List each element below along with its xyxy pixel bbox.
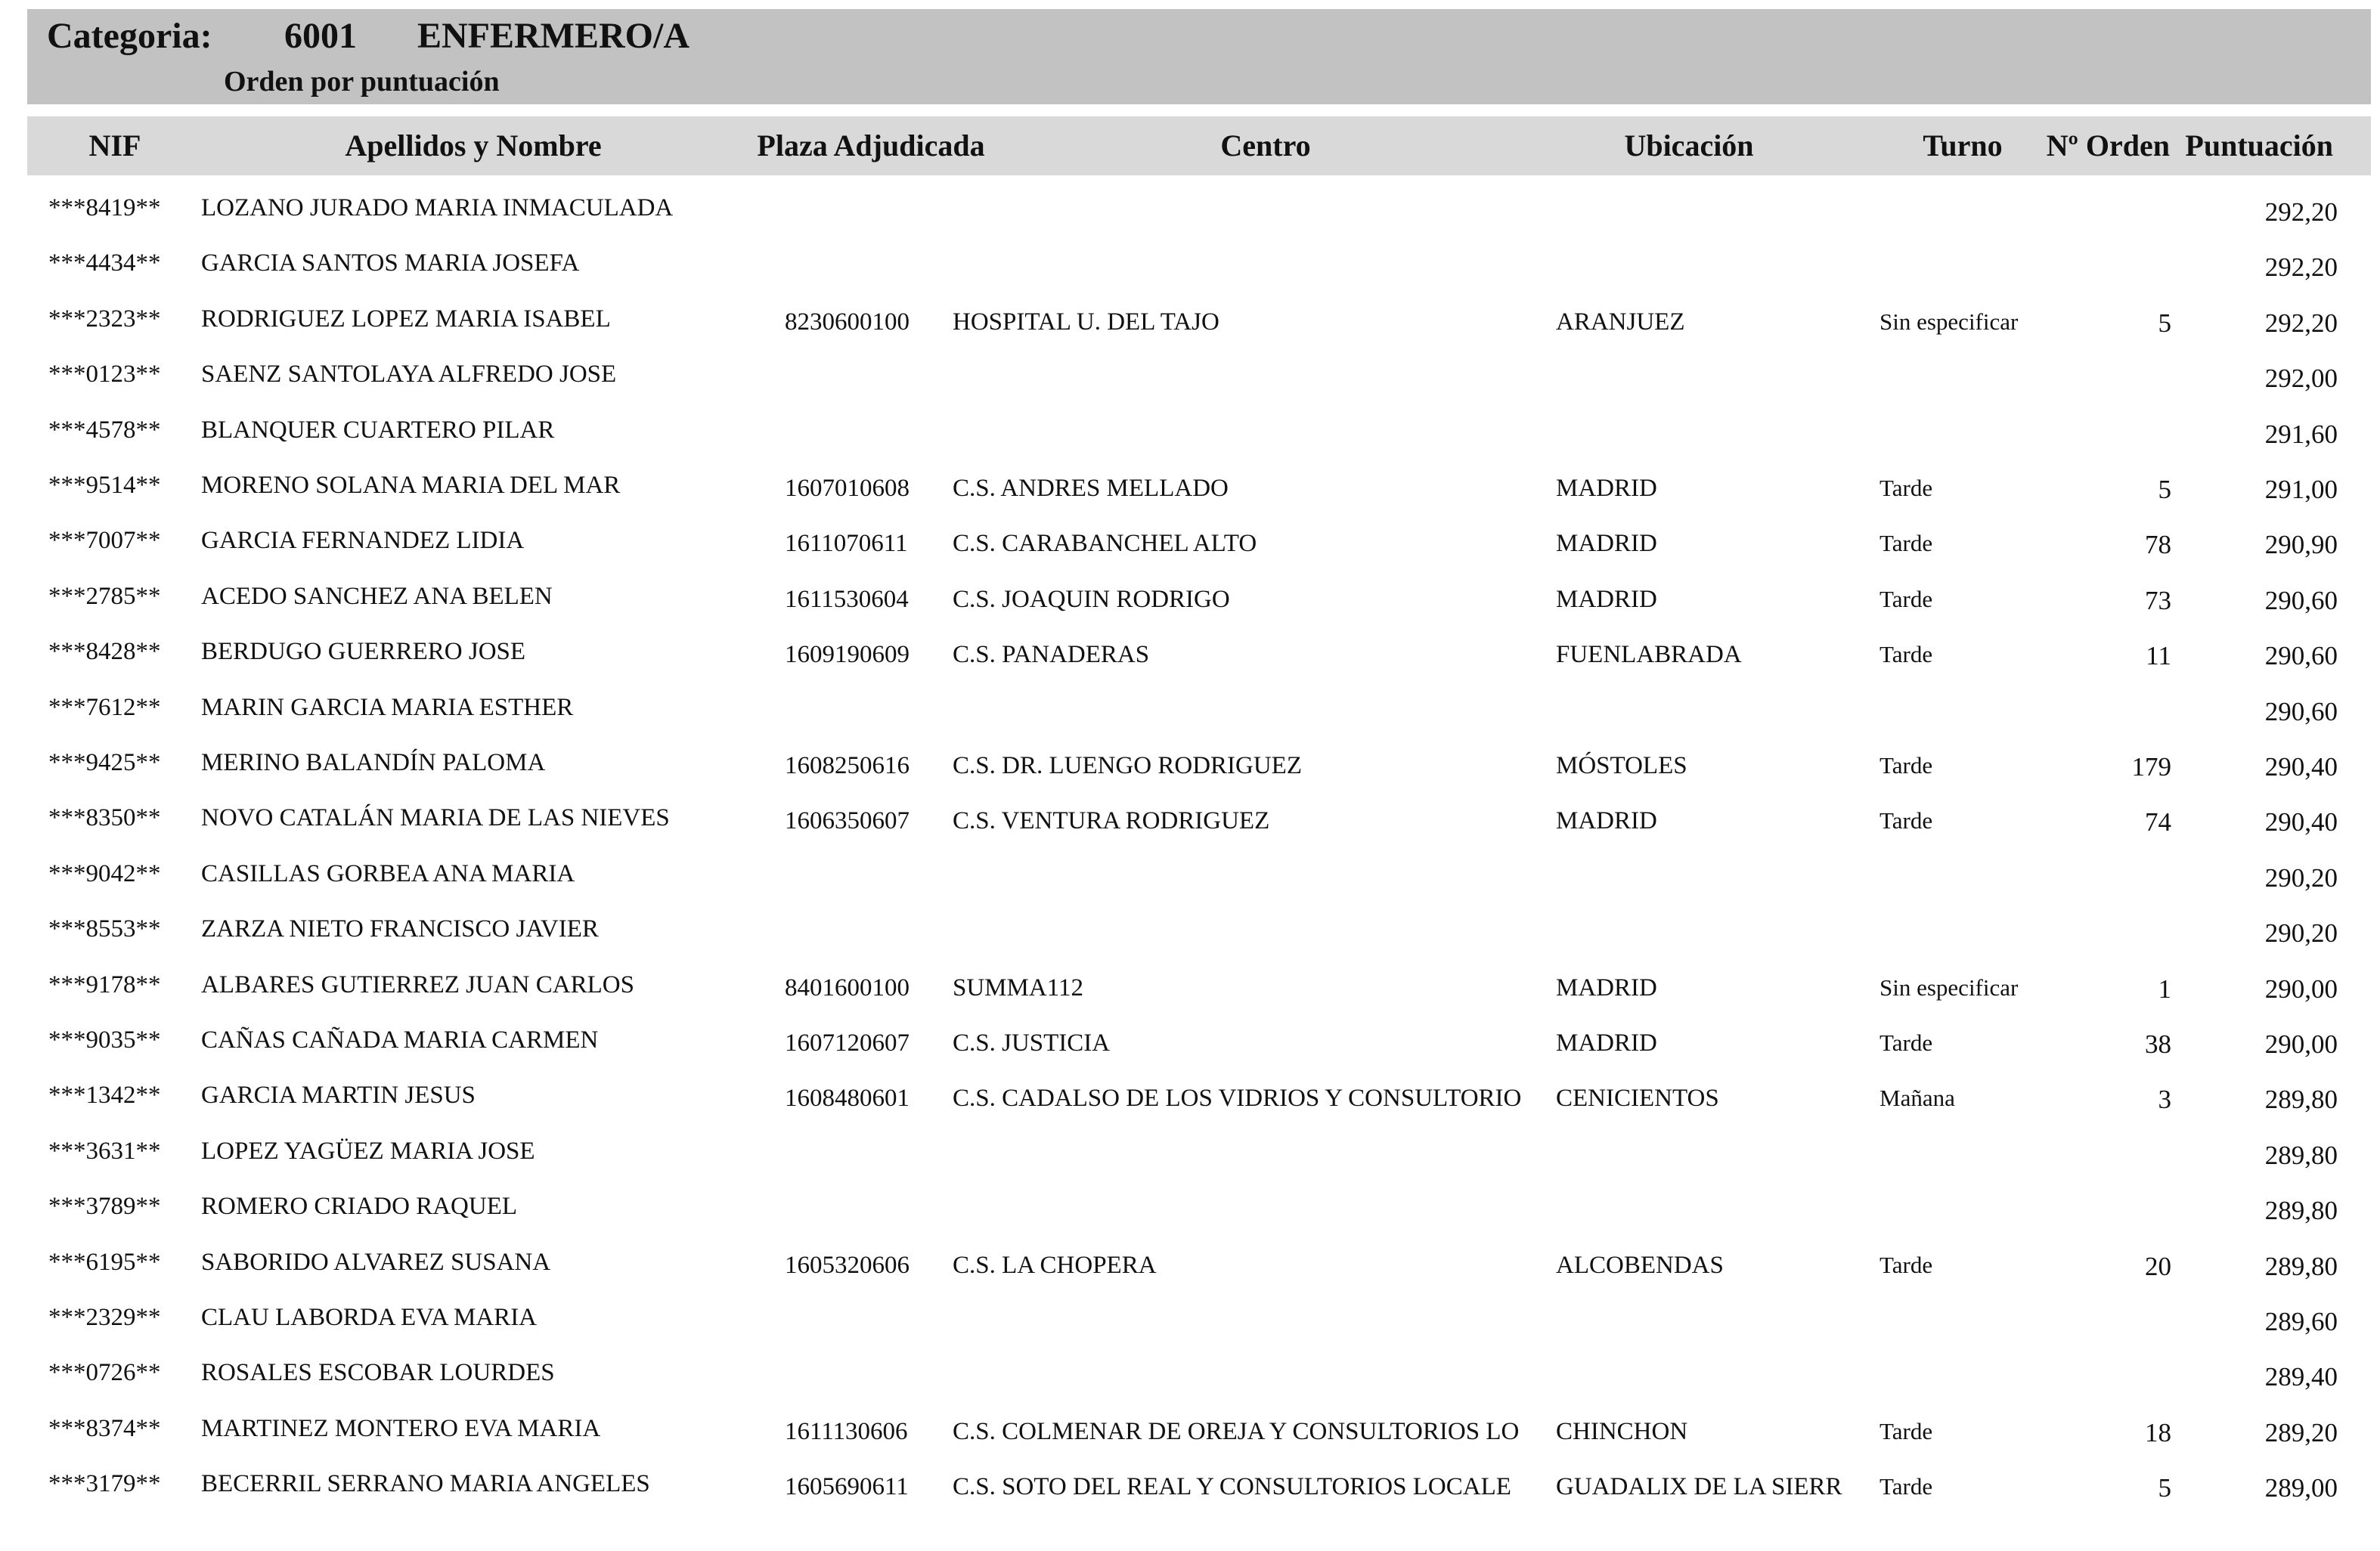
cell-turno: Tarde xyxy=(1880,1417,1933,1444)
cell-ubicacion: ALCOBENDAS xyxy=(1556,1251,1724,1279)
table-row xyxy=(27,678,2371,734)
cell-nif: ***9514** xyxy=(48,472,161,499)
table-row xyxy=(27,733,2371,789)
cell-nif: ***9035** xyxy=(48,1026,161,1054)
cell-puntuacion: 289,80 xyxy=(2264,1251,2338,1281)
cell-plaza: 1609190609 xyxy=(785,641,910,669)
cell-plaza: 1607120607 xyxy=(785,1029,910,1057)
cell-orden: 5 xyxy=(2158,475,2171,504)
cell-puntuacion: 290,60 xyxy=(2264,585,2338,615)
category-name: ENFERMERO/A xyxy=(417,16,690,56)
cell-nif: ***8350** xyxy=(48,804,161,832)
cell-puntuacion: 291,00 xyxy=(2264,475,2338,504)
cell-nombre: ZARZA NIETO FRANCISCO JAVIER xyxy=(201,915,599,943)
cell-centro: C.S. CARABANCHEL ALTO xyxy=(953,530,1257,558)
cell-puntuacion: 292,20 xyxy=(2264,308,2338,338)
cell-turno: Sin especificar xyxy=(1880,974,2019,1001)
cell-plaza: 1606350607 xyxy=(785,807,910,835)
cell-plaza: 1605320606 xyxy=(785,1251,910,1279)
table-row xyxy=(27,899,2371,955)
cell-turno: Sin especificar xyxy=(1880,308,2019,335)
cell-orden: 5 xyxy=(2158,1473,2171,1503)
cell-nombre: LOPEZ YAGÜEZ MARIA JOSE xyxy=(201,1137,535,1165)
cell-nombre: SAENZ SANTOLAYA ALFREDO JOSE xyxy=(201,361,617,389)
table-row xyxy=(27,456,2371,512)
cell-ubicacion: ARANJUEZ xyxy=(1556,308,1685,336)
cell-puntuacion: 292,00 xyxy=(2264,364,2338,394)
cell-orden: 5 xyxy=(2158,308,2171,338)
table-row xyxy=(27,178,2371,234)
cell-nombre: MARTINEZ MONTERO EVA MARIA xyxy=(201,1414,601,1442)
cell-centro: HOSPITAL U. DEL TAJO xyxy=(953,308,1219,336)
table-row xyxy=(27,844,2371,900)
category-code: 6001 xyxy=(284,16,357,56)
cell-nombre: ALBARES GUTIERREZ JUAN CARLOS xyxy=(201,971,634,998)
cell-puntuacion: 292,20 xyxy=(2264,197,2338,227)
cell-ubicacion: GUADALIX DE LA SIERR xyxy=(1556,1473,1842,1501)
table-row xyxy=(27,1288,2371,1344)
cell-orden: 20 xyxy=(2145,1251,2171,1281)
cell-turno: Tarde xyxy=(1880,585,1933,612)
cell-ubicacion: MADRID xyxy=(1556,475,1657,502)
table-row xyxy=(27,289,2371,345)
cell-puntuacion: 289,80 xyxy=(2264,1140,2338,1170)
cell-ubicacion: CHINCHON xyxy=(1556,1417,1688,1445)
cell-puntuacion: 290,60 xyxy=(2264,641,2338,671)
cell-ubicacion: CENICIENTOS xyxy=(1556,1085,1719,1113)
cell-ubicacion: MADRID xyxy=(1556,974,1657,1001)
category-label: Categoria: xyxy=(47,16,212,56)
cell-nombre: BLANQUER CUARTERO PILAR xyxy=(201,416,555,444)
cell-orden: 3 xyxy=(2158,1085,2171,1115)
cell-puntuacion: 290,20 xyxy=(2264,862,2338,893)
cell-nif: ***4578** xyxy=(48,416,161,444)
cell-orden: 74 xyxy=(2145,807,2171,837)
cell-nif: ***9178** xyxy=(48,971,161,998)
cell-nif: ***2785** xyxy=(48,582,161,610)
cell-nombre: MORENO SOLANA MARIA DEL MAR xyxy=(201,472,621,499)
cell-ubicacion: FUENLABRADA xyxy=(1556,641,1742,669)
column-header-puntuacion: Puntuación xyxy=(2185,128,2333,163)
table-row xyxy=(27,401,2371,457)
cell-nombre: CASILLAS GORBEA ANA MARIA xyxy=(201,859,575,887)
cell-nombre: ROSALES ESCOBAR LOURDES xyxy=(201,1359,555,1387)
cell-nombre: ACEDO SANCHEZ ANA BELEN xyxy=(201,582,553,610)
cell-orden: 18 xyxy=(2145,1417,2171,1447)
cell-centro: C.S. CADALSO DE LOS VIDRIOS Y CONSULTORIO xyxy=(953,1085,1522,1113)
cell-orden: 38 xyxy=(2145,1029,2171,1059)
cell-centro: C.S. LA CHOPERA xyxy=(953,1251,1157,1279)
table-row xyxy=(27,955,2371,1011)
cell-nif: ***4434** xyxy=(48,249,161,277)
table-row xyxy=(27,1011,2371,1067)
cell-nif: ***0726** xyxy=(48,1359,161,1387)
cell-nif: ***3789** xyxy=(48,1193,161,1221)
cell-puntuacion: 289,80 xyxy=(2264,1085,2338,1115)
table-row xyxy=(27,1399,2371,1455)
cell-nif: ***2323** xyxy=(48,305,161,333)
cell-puntuacion: 292,20 xyxy=(2264,252,2338,283)
order-label: Orden por puntuación xyxy=(224,66,500,98)
cell-nif: ***7612** xyxy=(48,693,161,721)
cell-nif: ***8428** xyxy=(48,638,161,666)
cell-centro: C.S. JUSTICIA xyxy=(953,1029,1111,1057)
cell-nombre: BERDUGO GUERRERO JOSE xyxy=(201,638,526,666)
table-row xyxy=(27,345,2371,401)
cell-orden: 73 xyxy=(2145,585,2171,615)
cell-plaza: 1607010608 xyxy=(785,475,910,502)
column-header-ubicacion: Ubicación xyxy=(1624,128,1754,163)
cell-nombre: ROMERO CRIADO RAQUEL xyxy=(201,1193,518,1221)
cell-puntuacion: 289,80 xyxy=(2264,1196,2338,1226)
cell-nombre: MERINO BALANDÍN PALOMA xyxy=(201,749,546,776)
cell-ubicacion: MÓSTOLES xyxy=(1556,752,1687,779)
cell-nombre: GARCIA SANTOS MARIA JOSEFA xyxy=(201,249,580,277)
table-row xyxy=(27,622,2371,678)
cell-centro: C.S. COLMENAR DE OREJA Y CONSULTORIOS LO xyxy=(953,1417,1520,1445)
cell-orden: 78 xyxy=(2145,530,2171,560)
column-header-plaza: Plaza Adjudicada xyxy=(757,128,985,163)
cell-nombre: MARIN GARCIA MARIA ESTHER xyxy=(201,693,574,721)
cell-turno: Tarde xyxy=(1880,1029,1933,1056)
cell-nif: ***1342** xyxy=(48,1082,161,1110)
cell-nombre: CLAU LABORDA EVA MARIA xyxy=(201,1304,538,1331)
cell-plaza: 1611530604 xyxy=(785,585,909,613)
cell-turno: Mañana xyxy=(1880,1085,1955,1112)
cell-nif: ***8374** xyxy=(48,1414,161,1442)
cell-plaza: 1611070611 xyxy=(785,530,908,558)
column-header-nombre: Apellidos y Nombre xyxy=(345,128,602,163)
cell-ubicacion: MADRID xyxy=(1556,1029,1657,1057)
cell-plaza: 1608480601 xyxy=(785,1085,910,1113)
cell-puntuacion: 289,20 xyxy=(2264,1417,2338,1447)
cell-turno: Tarde xyxy=(1880,475,1933,501)
cell-orden: 1 xyxy=(2158,974,2171,1004)
table-row xyxy=(27,1233,2371,1289)
table-row xyxy=(27,788,2371,844)
cell-nif: ***2329** xyxy=(48,1304,161,1331)
cell-centro: C.S. JOAQUIN RODRIGO xyxy=(953,585,1230,613)
cell-nif: ***8419** xyxy=(48,194,161,221)
cell-puntuacion: 289,60 xyxy=(2264,1307,2338,1336)
table-row xyxy=(27,1343,2371,1399)
cell-puntuacion: 290,90 xyxy=(2264,530,2338,560)
table-row xyxy=(27,1066,2371,1122)
cell-nombre: GARCIA FERNANDEZ LIDIA xyxy=(201,527,525,555)
table-row xyxy=(27,1122,2371,1178)
column-header-orden: Nº Orden xyxy=(2046,128,2170,163)
cell-nif: ***9425** xyxy=(48,749,161,776)
cell-nif: ***7007** xyxy=(48,527,161,555)
cell-nif: ***6195** xyxy=(48,1248,161,1276)
cell-centro: C.S. DR. LUENGO RODRIGUEZ xyxy=(953,752,1302,779)
cell-nombre: RODRIGUEZ LOPEZ MARIA ISABEL xyxy=(201,305,611,333)
cell-nombre: NOVO CATALÁN MARIA DE LAS NIEVES xyxy=(201,804,670,832)
cell-nombre: CAÑAS CAÑADA MARIA CARMEN xyxy=(201,1026,599,1054)
cell-ubicacion: MADRID xyxy=(1556,585,1657,613)
cell-nif: ***3631** xyxy=(48,1137,161,1165)
cell-centro: C.S. SOTO DEL REAL Y CONSULTORIOS LOCALE xyxy=(953,1473,1511,1501)
cell-plaza: 1611130606 xyxy=(785,1417,908,1445)
cell-ubicacion: MADRID xyxy=(1556,530,1657,558)
cell-turno: Tarde xyxy=(1880,752,1933,779)
cell-ubicacion: MADRID xyxy=(1556,807,1657,835)
cell-turno: Tarde xyxy=(1880,530,1933,557)
cell-puntuacion: 289,00 xyxy=(2264,1473,2338,1503)
column-header-nif: NIF xyxy=(88,128,141,163)
cell-puntuacion: 291,60 xyxy=(2264,419,2338,449)
table-row xyxy=(27,234,2371,289)
cell-plaza: 1605690611 xyxy=(785,1473,909,1501)
cell-turno: Tarde xyxy=(1880,641,1933,668)
cell-plaza: 1608250616 xyxy=(785,752,910,779)
cell-puntuacion: 289,40 xyxy=(2264,1362,2338,1392)
cell-nif: ***3179** xyxy=(48,1470,161,1498)
cell-nombre: SABORIDO ALVAREZ SUSANA xyxy=(201,1248,551,1276)
cell-puntuacion: 290,20 xyxy=(2264,918,2338,949)
table-row xyxy=(27,511,2371,567)
cell-puntuacion: 290,60 xyxy=(2264,696,2338,726)
cell-nif: ***8553** xyxy=(48,915,161,943)
cell-centro: SUMMA112 xyxy=(953,974,1083,1001)
cell-centro: C.S. ANDRES MELLADO xyxy=(953,475,1229,502)
table-row xyxy=(27,1454,2371,1510)
cell-turno: Tarde xyxy=(1880,807,1933,834)
cell-orden: 11 xyxy=(2146,641,2171,671)
cell-turno: Tarde xyxy=(1880,1473,1933,1500)
column-header-centro: Centro xyxy=(1220,128,1311,163)
cell-puntuacion: 290,00 xyxy=(2264,974,2338,1004)
cell-orden: 179 xyxy=(2131,752,2171,782)
cell-centro: C.S. PANADERAS xyxy=(953,641,1150,669)
cell-nif: ***0123** xyxy=(48,361,161,389)
cell-nif: ***9042** xyxy=(48,859,161,887)
cell-puntuacion: 290,40 xyxy=(2264,807,2338,837)
cell-puntuacion: 290,00 xyxy=(2264,1029,2338,1059)
cell-plaza: 8230600100 xyxy=(785,308,910,336)
cell-turno: Tarde xyxy=(1880,1251,1933,1278)
cell-nombre: GARCIA MARTIN JESUS xyxy=(201,1082,476,1110)
cell-nombre: BECERRIL SERRANO MARIA ANGELES xyxy=(201,1470,650,1498)
table-row xyxy=(27,567,2371,623)
cell-centro: C.S. VENTURA RODRIGUEZ xyxy=(953,807,1270,835)
column-header-turno: Turno xyxy=(1923,128,2003,163)
cell-nombre: LOZANO JURADO MARIA INMACULADA xyxy=(201,194,674,221)
cell-plaza: 8401600100 xyxy=(785,974,910,1001)
cell-puntuacion: 290,40 xyxy=(2264,752,2338,782)
table-row xyxy=(27,1177,2371,1233)
